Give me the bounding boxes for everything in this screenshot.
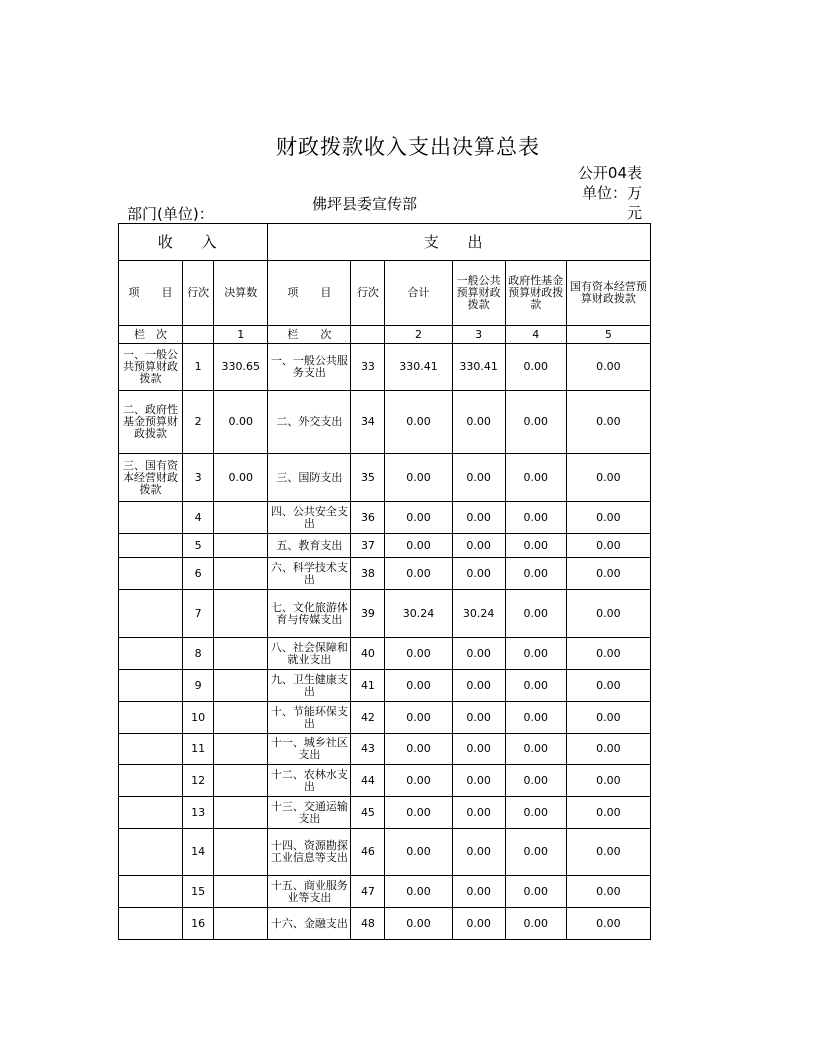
col-index-4: 4 (505, 326, 566, 344)
income-row-no: 6 (183, 558, 214, 590)
total-amount: 0.00 (385, 908, 452, 940)
total-amount: 0.00 (385, 502, 452, 534)
general-budget-amount: 0.00 (452, 534, 505, 558)
table-row (119, 797, 651, 829)
header-row-no: 行次 (183, 261, 214, 326)
expense-item: 十一、城乡社区支出 (268, 734, 351, 765)
expense-item: 十六、金融支出 (268, 908, 351, 940)
income-row-no: 14 (183, 829, 214, 876)
total-amount: 30.24 (385, 590, 452, 638)
state-capital-amount: 0.00 (566, 908, 650, 940)
table-row (119, 534, 651, 558)
income-amount (214, 558, 268, 590)
col-index-1: 1 (214, 326, 268, 344)
gov-fund-amount: 0.00 (505, 344, 566, 391)
income-amount (214, 534, 268, 558)
total-amount: 0.00 (385, 534, 452, 558)
table-row (119, 829, 651, 876)
header-state-capital: 国有资本经营预算财政拨款 (566, 261, 650, 326)
general-budget-amount: 0.00 (452, 638, 505, 670)
income-item: 一、一般公共预算财政拨款 (119, 344, 183, 391)
expense-row-no: 44 (351, 765, 385, 797)
gov-fund-amount: 0.00 (505, 558, 566, 590)
expense-item: 四、公共安全支出 (268, 502, 351, 534)
income-item (119, 534, 183, 558)
expense-row-no: 40 (351, 638, 385, 670)
general-budget-amount: 0.00 (452, 391, 505, 454)
expense-item: 十、节能环保支出 (268, 702, 351, 734)
header-item: 项 目 (119, 261, 183, 326)
income-amount: 330.65 (214, 344, 268, 391)
gov-fund-amount: 0.00 (505, 829, 566, 876)
income-amount (214, 670, 268, 702)
gov-fund-amount: 0.00 (505, 670, 566, 702)
header-row (119, 261, 651, 326)
general-budget-amount: 0.00 (452, 829, 505, 876)
expense-row-no: 42 (351, 702, 385, 734)
gov-fund-amount: 0.00 (505, 876, 566, 908)
total-amount: 0.00 (385, 454, 452, 502)
header-gov-fund: 政府性基金预算财政拨款 (505, 261, 566, 326)
income-row-no: 8 (183, 638, 214, 670)
income-amount: 0.00 (214, 454, 268, 502)
general-budget-amount: 0.00 (452, 876, 505, 908)
state-capital-amount: 0.00 (566, 734, 650, 765)
table-row (119, 502, 651, 534)
income-row-no: 10 (183, 702, 214, 734)
expense-row-no: 38 (351, 558, 385, 590)
state-capital-amount: 0.00 (566, 765, 650, 797)
table-row (119, 344, 651, 391)
header-general-budget: 一般公共预算财政拨款 (452, 261, 505, 326)
gov-fund-amount: 0.00 (505, 590, 566, 638)
income-item (119, 797, 183, 829)
table-row (119, 670, 651, 702)
gov-fund-amount: 0.00 (505, 638, 566, 670)
income-item (119, 502, 183, 534)
income-row-no: 13 (183, 797, 214, 829)
total-amount: 0.00 (385, 797, 452, 829)
table-row (119, 558, 651, 590)
total-amount: 0.00 (385, 670, 452, 702)
expense-item: 九、卫生健康支出 (268, 670, 351, 702)
general-budget-amount: 30.24 (452, 590, 505, 638)
income-row-no: 11 (183, 734, 214, 765)
header-final-amount: 决算数 (214, 261, 268, 326)
state-capital-amount: 0.00 (566, 344, 650, 391)
department-label: 部门(单位)： (127, 205, 214, 223)
expense-row-no: 39 (351, 590, 385, 638)
general-budget-amount: 0.00 (452, 670, 505, 702)
total-amount: 0.00 (385, 391, 452, 454)
expense-row-no: 48 (351, 908, 385, 940)
state-capital-amount: 0.00 (566, 829, 650, 876)
col-index-2: 2 (385, 326, 452, 344)
income-item (119, 765, 183, 797)
total-amount: 0.00 (385, 734, 452, 765)
income-amount (214, 876, 268, 908)
income-row-no: 5 (183, 534, 214, 558)
state-capital-amount: 0.00 (566, 670, 650, 702)
state-capital-amount: 0.00 (566, 454, 650, 502)
table-row (119, 876, 651, 908)
col-index-3: 3 (452, 326, 505, 344)
income-row-no: 3 (183, 454, 214, 502)
expense-item: 十二、农林水支出 (268, 765, 351, 797)
income-item (119, 908, 183, 940)
expense-item: 二、外交支出 (268, 391, 351, 454)
income-item (119, 702, 183, 734)
budget-table (118, 223, 651, 940)
gov-fund-amount: 0.00 (505, 797, 566, 829)
income-item (119, 590, 183, 638)
income-item: 二、政府性基金预算财政拨款 (119, 391, 183, 454)
income-row-no: 1 (183, 344, 214, 391)
income-amount (214, 638, 268, 670)
expense-item: 十五、商业服务业等支出 (268, 876, 351, 908)
col-index-label-expense: 栏 次 (268, 326, 351, 344)
general-budget-amount: 0.00 (452, 734, 505, 765)
gov-fund-amount: 0.00 (505, 702, 566, 734)
general-budget-amount: 0.00 (452, 502, 505, 534)
general-budget-amount: 0.00 (452, 765, 505, 797)
expense-row-no: 35 (351, 454, 385, 502)
state-capital-amount: 0.00 (566, 590, 650, 638)
table-row (119, 638, 651, 670)
general-budget-amount: 0.00 (452, 702, 505, 734)
expense-item: 五、教育支出 (268, 534, 351, 558)
table-row (119, 765, 651, 797)
income-item: 三、国有资本经营财政拨款 (119, 454, 183, 502)
gov-fund-amount: 0.00 (505, 454, 566, 502)
header-row-no-expense: 行次 (351, 261, 385, 326)
expense-row-no: 47 (351, 876, 385, 908)
unit-label-cont: 元 (626, 204, 642, 222)
column-index-row (119, 326, 651, 344)
page-title: 财政拨款收入支出决算总表 (276, 135, 540, 159)
expense-section: 支 出 (268, 224, 651, 261)
table-row (119, 702, 651, 734)
income-amount (214, 502, 268, 534)
gov-fund-amount: 0.00 (505, 502, 566, 534)
income-item (119, 829, 183, 876)
gov-fund-amount: 0.00 (505, 908, 566, 940)
income-row-no: 16 (183, 908, 214, 940)
income-row-no: 12 (183, 765, 214, 797)
expense-item: 一、一般公共服务支出 (268, 344, 351, 391)
income-row-no: 4 (183, 502, 214, 534)
total-amount: 0.00 (385, 638, 452, 670)
general-budget-amount: 0.00 (452, 558, 505, 590)
state-capital-amount: 0.00 (566, 638, 650, 670)
general-budget-amount: 0.00 (452, 797, 505, 829)
state-capital-amount: 0.00 (566, 876, 650, 908)
state-capital-amount: 0.00 (566, 797, 650, 829)
expense-item: 六、科学技术支出 (268, 558, 351, 590)
state-capital-amount: 0.00 (566, 702, 650, 734)
col-index-5: 5 (566, 326, 650, 344)
table-row (119, 590, 651, 638)
expense-row-no: 36 (351, 502, 385, 534)
income-item (119, 876, 183, 908)
income-amount (214, 702, 268, 734)
income-amount (214, 797, 268, 829)
total-amount: 0.00 (385, 558, 452, 590)
state-capital-amount: 0.00 (566, 558, 650, 590)
expense-row-no: 37 (351, 534, 385, 558)
general-budget-amount: 0.00 (452, 454, 505, 502)
table-row (119, 908, 651, 940)
expense-item: 十四、资源勘探工业信息等支出 (268, 829, 351, 876)
table-row (119, 734, 651, 765)
income-amount (214, 765, 268, 797)
gov-fund-amount: 0.00 (505, 765, 566, 797)
income-item (119, 670, 183, 702)
income-item (119, 558, 183, 590)
general-budget-amount: 0.00 (452, 908, 505, 940)
table-row (119, 454, 651, 502)
table-row (119, 391, 651, 454)
gov-fund-amount: 0.00 (505, 391, 566, 454)
total-amount: 0.00 (385, 765, 452, 797)
income-amount (214, 734, 268, 765)
gov-fund-amount: 0.00 (505, 534, 566, 558)
income-amount (214, 829, 268, 876)
unit-label: 单位：万 (581, 184, 642, 202)
expense-row-no: 46 (351, 829, 385, 876)
income-row-no: 15 (183, 876, 214, 908)
income-amount: 0.00 (214, 391, 268, 454)
total-amount: 0.00 (385, 829, 452, 876)
expense-row-no: 43 (351, 734, 385, 765)
total-amount: 0.00 (385, 702, 452, 734)
income-amount (214, 908, 268, 940)
expense-item: 三、国防支出 (268, 454, 351, 502)
col-index-empty (183, 326, 214, 344)
state-capital-amount: 0.00 (566, 534, 650, 558)
expense-item: 十三、交通运输支出 (268, 797, 351, 829)
gov-fund-amount: 0.00 (505, 734, 566, 765)
expense-row-no: 41 (351, 670, 385, 702)
income-row-no: 9 (183, 670, 214, 702)
state-capital-amount: 0.00 (566, 502, 650, 534)
income-amount (214, 590, 268, 638)
income-item (119, 638, 183, 670)
section-row (119, 224, 651, 261)
col-index-label: 栏 次 (119, 326, 183, 344)
state-capital-amount: 0.00 (566, 391, 650, 454)
expense-row-no: 33 (351, 344, 385, 391)
header-item-expense: 项 目 (268, 261, 351, 326)
income-section: 收 入 (119, 224, 268, 261)
expense-item: 七、文化旅游体育与传媒支出 (268, 590, 351, 638)
header-total: 合计 (385, 261, 452, 326)
form-code: 公开04表 (577, 164, 642, 182)
department-name: 佛坪县委宣传部 (312, 195, 418, 213)
expense-row-no: 34 (351, 391, 385, 454)
total-amount: 0.00 (385, 876, 452, 908)
expense-row-no: 45 (351, 797, 385, 829)
col-index-empty-expense (351, 326, 385, 344)
total-amount: 330.41 (385, 344, 452, 391)
general-budget-amount: 330.41 (452, 344, 505, 391)
income-row-no: 2 (183, 391, 214, 454)
expense-item: 八、社会保障和就业支出 (268, 638, 351, 670)
income-item (119, 734, 183, 765)
income-row-no: 7 (183, 590, 214, 638)
